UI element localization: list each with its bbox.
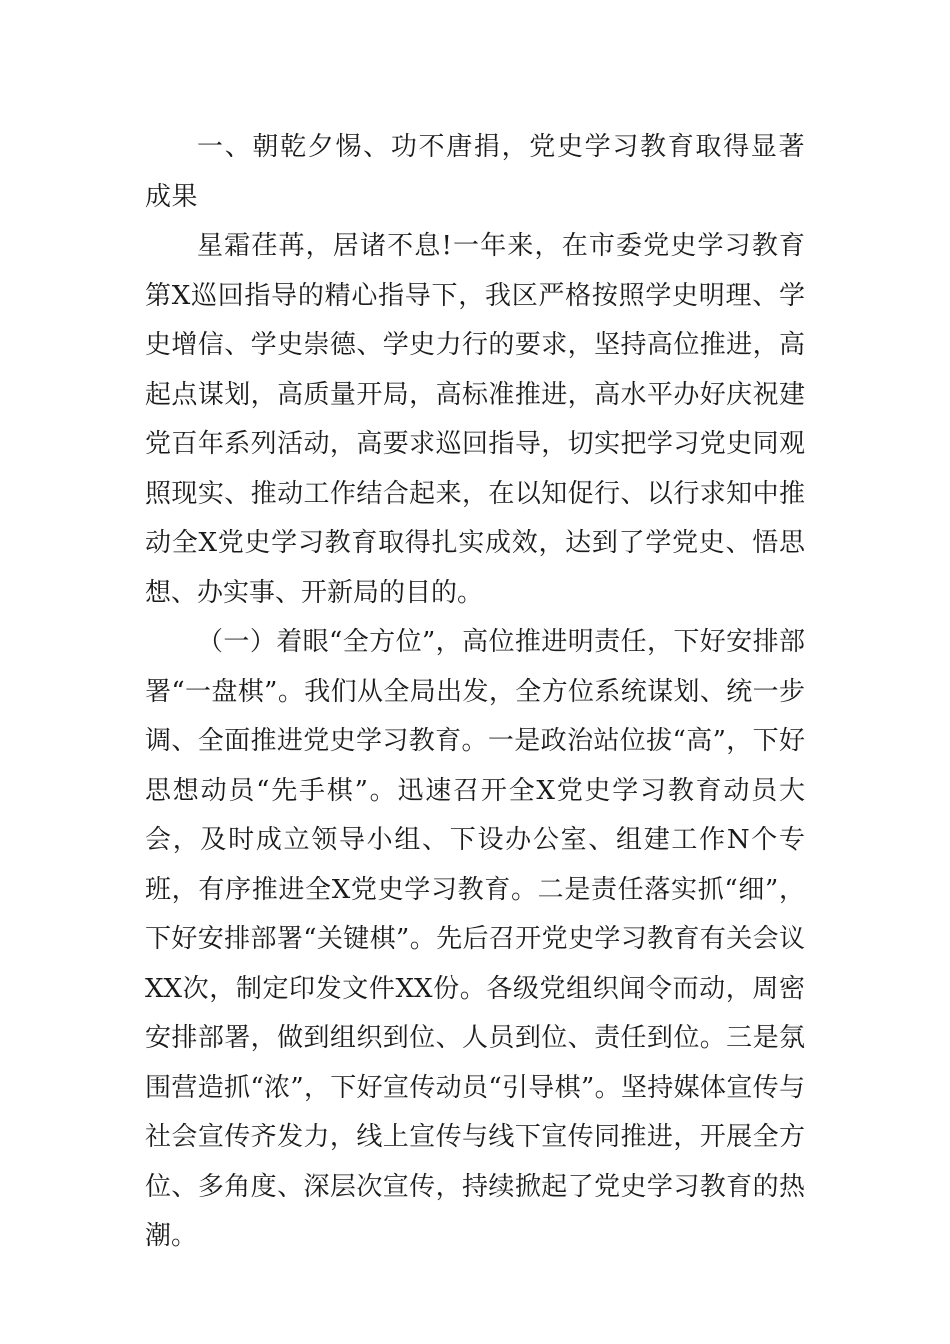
document-body: [145, 123, 805, 1262]
section-heading: 一、朝乾夕惕、功不唐捐，党史学习教育取得显著成果: [145, 132, 805, 212]
paragraph-section-one: （一）着眼“全方位”，高位推进明责任，下好安排部署“一盘棋”。我们从全局出发，全方位系统谋划、统一步调、全面推进党史学习教育。一是政治站位拔“高”，下好思想动员“先手棋”。迅速召开全X党史学习教育动员大会，及时成立领导小组、下设办公室、组建工作N个专班，有序推进全X党史学习教育。二是责任落实抓“细”，下好安排部署“关键棋”。先后召开党史学习教育有关会议XX次，制定印发文件XX份。各级党组织闻令而动，周密安排部署，做到组织到位、人员到位、责任到位。三是氛围营造抓“浓”，下好宣传动员“引导棋”。坚持媒体宣传与社会宣传齐发力，线上宣传与线下宣传同推进，开展全方位、多角度、深层次宣传，持续掀起了党史学习教育的热潮。: [145, 627, 805, 1251]
paragraph-intro: 星霜荏苒，居诸不息!一年来，在市委党史学习教育第X巡回指导的精心指导下，我区严格按照学史明理、学史增信、学史崇德、学史力行的要求，坚持高位推进，高起点谋划，高质量开局，高标准推进，高水平办好庆祝建党百年系列活动，高要求巡回指导，切实把学习党史同观照现实、推动工作结合起来，在以知促行、以行求知中推动全X党史学习教育取得扎实成效，达到了学党史、悟思想、办实事、开新局的目的。: [145, 231, 805, 608]
